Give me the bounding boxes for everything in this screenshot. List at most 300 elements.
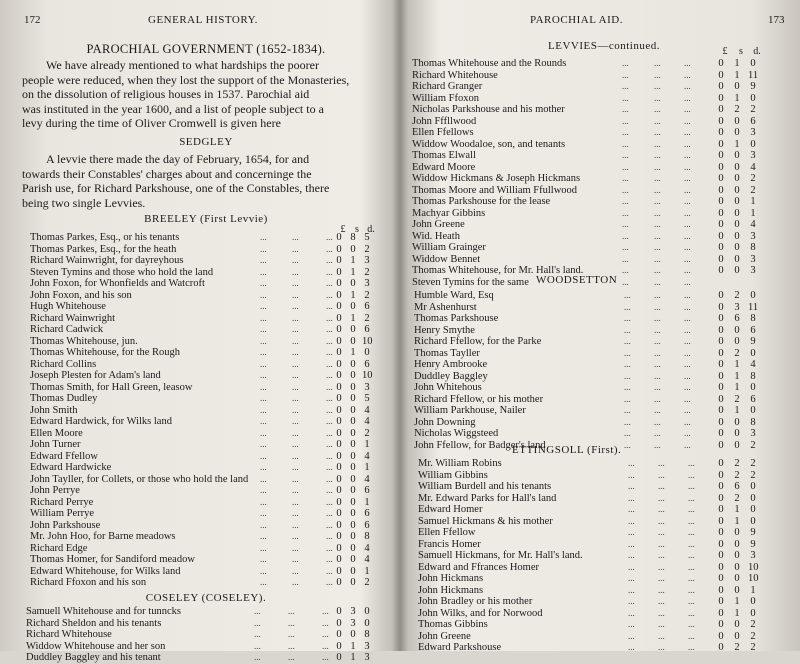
pence-value: 2 — [750, 642, 756, 653]
leader-dots: ... — [658, 550, 665, 560]
leader-dots: ... — [684, 428, 691, 438]
shillings-value: 2 — [734, 347, 740, 359]
sedgley-line: towards their Constables' charges about and concerninge the — [22, 166, 312, 181]
leader-dots: ... — [654, 276, 661, 287]
leader-dots: ... — [326, 473, 333, 484]
pounds-column-header: £ — [340, 224, 346, 235]
leader-dots: ... — [684, 58, 691, 68]
shillings-value: 1 — [734, 92, 740, 104]
leader-dots: ... — [654, 359, 661, 369]
leader-dots: ... — [322, 629, 329, 639]
payer-name: Edward and Ffrances Homer — [418, 561, 539, 573]
levy-row — [412, 162, 792, 174]
levy-row — [412, 139, 792, 151]
leader-dots: ... — [260, 554, 267, 564]
shillings-value: 0 — [734, 184, 740, 196]
leader-dots: ... — [326, 439, 333, 449]
levy-row — [30, 428, 392, 440]
payer-name: Edward Hardwick, for Wilks land — [30, 416, 172, 427]
pounds-value: 0 — [336, 381, 342, 393]
payer-name: Richard Whitehouse — [412, 69, 498, 81]
leader-dots: ... — [654, 207, 661, 218]
pounds-value: 0 — [336, 358, 342, 370]
leader-dots: ... — [326, 404, 333, 415]
pence-value: 0 — [750, 481, 756, 492]
leader-dots: ... — [654, 138, 661, 149]
pence-value: 9 — [750, 538, 756, 550]
payer-name: Richard Sheldon and his tenants — [26, 617, 162, 629]
intro-line: on the dissolution of religious houses in 1537. Parochial aid — [22, 87, 310, 102]
pounds-value: 0 — [718, 150, 724, 161]
leader-dots: ... — [684, 242, 691, 252]
pounds-value: 0 — [718, 196, 724, 207]
payer-name: Widdow Hickmans & Joseph Hickmans — [412, 173, 581, 184]
leader-dots: ... — [688, 596, 695, 606]
payer-name: Nicholas Parkshouse and his mother — [412, 104, 565, 115]
pence-value: 1 — [750, 584, 756, 596]
leader-dots: ... — [622, 81, 629, 91]
payer-name: Richard Granger — [412, 81, 483, 92]
pence-value: 2 — [750, 469, 756, 481]
shillings-value: 0 — [350, 629, 356, 640]
levy-row — [30, 405, 392, 417]
pence-value: 5 — [364, 393, 370, 404]
leader-dots: ... — [326, 370, 333, 380]
payer-name: Richard Collins — [30, 358, 97, 370]
shillings-value: 0 — [734, 196, 740, 207]
levy-row — [418, 527, 792, 539]
leader-dots: ... — [260, 577, 267, 587]
pounds-value: 0 — [718, 607, 724, 619]
pence-value: 10 — [748, 573, 759, 584]
leader-dots: ... — [292, 473, 299, 484]
leader-dots: ... — [654, 150, 661, 160]
payer-name: Richard Wainwright, for dayreyhous — [30, 255, 184, 266]
bradley-levy-list — [30, 232, 392, 589]
book-gutter — [392, 0, 408, 651]
leader-dots: ... — [624, 405, 631, 415]
leader-dots: ... — [654, 242, 661, 252]
payer-name: Mr Ashenhurst — [414, 301, 477, 313]
pounds-value: 0 — [336, 542, 342, 554]
pounds-value: 0 — [336, 554, 342, 565]
shillings-value: 0 — [734, 584, 740, 596]
pence-value: 4 — [750, 219, 756, 230]
pounds-value: 0 — [718, 219, 724, 230]
pounds-value: 0 — [336, 531, 342, 542]
shillings-column-header: s — [739, 46, 743, 57]
shillings-value: 0 — [350, 243, 356, 255]
leader-dots: ... — [658, 584, 665, 595]
shillings-value: 0 — [734, 161, 740, 173]
leader-dots: ... — [654, 92, 661, 103]
leader-dots: ... — [684, 173, 691, 183]
payer-name: Widdow Whitehouse and her son — [26, 640, 166, 652]
leader-dots: ... — [688, 642, 695, 652]
shillings-value: 0 — [734, 336, 740, 347]
pounds-value: 0 — [336, 301, 342, 312]
pence-value: 2 — [750, 173, 756, 184]
pence-value: 2 — [750, 439, 756, 451]
leader-dots: ... — [260, 565, 267, 576]
levy-row — [30, 554, 392, 566]
payer-name: Richard Wainwright — [30, 312, 115, 324]
levy-row — [414, 290, 792, 302]
levy-row — [412, 231, 792, 243]
levy-row — [30, 531, 392, 543]
payer-name: Thomas Gibbins — [418, 619, 488, 630]
leader-dots: ... — [622, 92, 629, 103]
pence-value: 4 — [750, 359, 756, 370]
levy-row — [26, 606, 392, 618]
pence-value: 1 — [750, 196, 756, 207]
pence-value: 8 — [364, 531, 370, 542]
leader-dots: ... — [654, 324, 661, 335]
pounds-column-header: £ — [722, 46, 728, 57]
pence-value: 6 — [364, 324, 370, 335]
payer-name: Henry Ambrooke — [414, 359, 488, 370]
pence-value: 6 — [364, 508, 370, 519]
shillings-value: 1 — [350, 347, 356, 358]
leader-dots: ... — [622, 58, 629, 68]
levy-row — [412, 116, 792, 128]
leader-dots: ... — [654, 428, 661, 438]
levy-row — [30, 290, 392, 302]
payer-name: Samuell Hickmans, for Mr. Hall's land. — [418, 550, 583, 561]
pounds-value: 0 — [718, 458, 724, 469]
leader-dots: ... — [254, 606, 261, 616]
leader-dots: ... — [684, 313, 691, 323]
pounds-value: 0 — [336, 519, 342, 531]
leader-dots: ... — [654, 196, 661, 206]
pounds-value: 0 — [718, 127, 724, 138]
shillings-value: 1 — [734, 58, 740, 69]
levy-row — [412, 242, 792, 254]
leader-dots: ... — [684, 359, 691, 369]
levy-row — [418, 585, 792, 597]
levy-row — [30, 347, 392, 359]
pounds-value: 0 — [718, 439, 724, 451]
levy-row — [30, 267, 392, 279]
pounds-value: 0 — [718, 550, 724, 561]
payer-name: John Parkshouse — [30, 519, 101, 531]
shillings-value: 1 — [734, 69, 740, 81]
payer-name: John Whitehous — [414, 382, 482, 393]
pounds-value: 0 — [336, 393, 342, 404]
leader-dots: ... — [326, 577, 333, 587]
levy-row — [30, 520, 392, 532]
leader-dots: ... — [684, 393, 691, 404]
shillings-value: 0 — [734, 150, 740, 161]
shillings-value: 0 — [734, 550, 740, 561]
pounds-value: 0 — [718, 324, 724, 336]
pounds-value: 0 — [336, 606, 342, 617]
leader-dots: ... — [326, 393, 333, 403]
pounds-value: 0 — [718, 428, 724, 439]
leader-dots: ... — [292, 439, 299, 449]
pence-value: 1 — [364, 565, 370, 577]
pence-value: 0 — [750, 492, 756, 504]
pence-value: 3 — [750, 150, 756, 161]
leader-dots: ... — [260, 289, 267, 300]
levy-row — [414, 302, 792, 314]
shillings-value: 0 — [350, 324, 356, 335]
pence-value: 8 — [750, 416, 756, 428]
levy-row — [414, 359, 792, 371]
leader-dots: ... — [684, 416, 691, 427]
leader-dots: ... — [292, 301, 299, 311]
pounds-value: 0 — [336, 335, 342, 347]
leader-dots: ... — [260, 485, 267, 495]
levy-row — [414, 325, 792, 337]
pounds-value: 0 — [718, 469, 724, 481]
levy-row — [418, 516, 792, 528]
shillings-value: 0 — [734, 115, 740, 127]
pence-value: 0 — [750, 607, 756, 619]
payer-name: Mr. Edward Parks for Hall's land — [418, 492, 557, 504]
leader-dots: ... — [654, 336, 661, 346]
leader-dots: ... — [326, 266, 333, 277]
leader-dots: ... — [292, 565, 299, 576]
leader-dots: ... — [624, 324, 631, 335]
pence-value: 2 — [364, 312, 370, 324]
shillings-value: 1 — [734, 370, 740, 382]
shillings-value: 0 — [734, 81, 740, 92]
leader-dots: ... — [288, 640, 295, 651]
leader-dots: ... — [658, 492, 665, 503]
payer-name: Thomas Parkshouse — [414, 313, 499, 324]
leader-dots: ... — [688, 573, 695, 583]
leader-dots: ... — [654, 230, 661, 241]
payer-name: John Tayller, for Collets, or those who hold the land — [30, 473, 249, 485]
levy-row — [412, 70, 792, 82]
leader-dots: ... — [622, 127, 629, 137]
pence-value: 10 — [748, 561, 759, 573]
leader-dots: ... — [684, 161, 691, 172]
pounds-value: 0 — [718, 481, 724, 492]
leader-dots: ... — [654, 405, 661, 415]
leader-dots: ... — [654, 184, 661, 195]
leader-dots: ... — [292, 289, 299, 300]
shillings-value: 0 — [734, 573, 740, 584]
leader-dots: ... — [654, 253, 661, 264]
leader-dots: ... — [260, 324, 267, 334]
levy-row — [30, 301, 392, 313]
right-running-head: PAROCHIAL AID. — [530, 14, 623, 26]
shillings-value: 0 — [734, 242, 740, 253]
leader-dots: ... — [654, 393, 661, 404]
pounds-value: 0 — [336, 404, 342, 416]
levy-row — [30, 232, 392, 244]
shillings-value: 0 — [734, 630, 740, 642]
payer-name: Thomas Parkes, Esq., for the heath — [30, 243, 177, 255]
pence-value: 0 — [750, 92, 756, 104]
levy-row — [414, 313, 792, 325]
payer-name: Steven Tymins and those who hold the land — [30, 266, 214, 278]
leader-dots: ... — [628, 469, 635, 480]
pounds-value: 0 — [336, 243, 342, 255]
leader-dots: ... — [654, 173, 661, 183]
levy-row — [414, 417, 792, 429]
pounds-value: 0 — [718, 527, 724, 538]
leader-dots: ... — [292, 381, 299, 392]
leader-dots: ... — [654, 347, 661, 358]
bradley-heading: BREELEY (First Levvie) — [144, 213, 268, 225]
pounds-value: 0 — [718, 336, 724, 347]
shillings-value: 0 — [734, 230, 740, 242]
shillings-value: 1 — [350, 289, 356, 301]
leader-dots: ... — [288, 629, 295, 639]
leader-dots: ... — [292, 531, 299, 541]
leader-dots: ... — [292, 577, 299, 587]
pounds-value: 0 — [718, 573, 724, 584]
leader-dots: ... — [658, 573, 665, 583]
pence-value: 8 — [750, 313, 756, 324]
shillings-value: 0 — [350, 393, 356, 404]
leader-dots: ... — [628, 561, 635, 572]
leader-dots: ... — [326, 381, 333, 392]
leader-dots: ... — [684, 127, 691, 137]
shillings-value: 0 — [350, 519, 356, 531]
pounds-value: 0 — [336, 617, 342, 629]
leader-dots: ... — [684, 219, 691, 229]
leader-dots: ... — [654, 115, 661, 126]
pounds-value: 0 — [718, 92, 724, 104]
leader-dots: ... — [260, 450, 267, 461]
payer-name: Mr. John Hoo, for Barne meadows — [30, 531, 176, 542]
shillings-value: 0 — [734, 173, 740, 184]
leader-dots: ... — [654, 382, 661, 392]
leader-dots: ... — [254, 640, 261, 651]
levy-row — [30, 416, 392, 428]
payer-name: Duddley Baggley and his tenant — [26, 652, 161, 663]
payer-name: Thomas Whitehouse, for the Rough — [30, 347, 180, 358]
shillings-value: 0 — [350, 370, 356, 381]
leader-dots: ... — [688, 469, 695, 480]
payer-name: John Foxon, and his son — [30, 289, 132, 301]
levy-row — [412, 196, 792, 208]
leader-dots: ... — [260, 473, 267, 484]
leader-dots: ... — [654, 69, 661, 80]
payer-name: Humble Ward, Esq — [414, 290, 494, 301]
levy-row — [414, 371, 792, 383]
pence-value: 6 — [364, 358, 370, 370]
leader-dots: ... — [260, 462, 267, 472]
leader-dots: ... — [326, 243, 333, 254]
leader-dots: ... — [654, 104, 661, 114]
leader-dots: ... — [326, 462, 333, 472]
payer-name: Thomas Smith, for Hall Green, leasow — [30, 381, 193, 393]
payer-name: Wid. Heath — [412, 230, 460, 242]
ettingsoll-heading: ETTINGSOLL (First). — [512, 444, 622, 456]
pence-value: 6 — [364, 301, 370, 312]
pence-value: 0 — [364, 606, 370, 617]
leader-dots: ... — [658, 607, 665, 618]
leader-dots: ... — [292, 416, 299, 426]
shillings-value: 1 — [734, 596, 740, 607]
leader-dots: ... — [260, 347, 267, 357]
leader-dots: ... — [628, 642, 635, 652]
leader-dots: ... — [628, 550, 635, 560]
payer-name: Ellen Ffellows — [412, 127, 474, 138]
payer-name: Edward Parkshouse — [418, 642, 502, 653]
pounds-value: 0 — [718, 642, 724, 653]
leader-dots: ... — [622, 276, 629, 287]
leader-dots: ... — [688, 481, 695, 491]
pence-value: 6 — [750, 115, 756, 127]
pounds-value: 0 — [336, 416, 342, 427]
ettingsoll-list — [418, 458, 792, 654]
shillings-value: 0 — [350, 554, 356, 565]
shillings-value: 0 — [734, 619, 740, 630]
payer-name: Thomas Whitehouse, for Mr. Hall's land. — [412, 265, 584, 276]
pounds-value: 0 — [718, 242, 724, 253]
payer-name: Thomas Parkes, Esq., or his tenants — [30, 232, 180, 243]
leader-dots: ... — [292, 243, 299, 254]
leader-dots: ... — [292, 266, 299, 277]
leader-dots: ... — [684, 301, 691, 312]
leader-dots: ... — [326, 358, 333, 369]
leader-dots: ... — [322, 652, 329, 662]
leader-dots: ... — [684, 81, 691, 91]
leader-dots: ... — [628, 515, 635, 526]
leader-dots: ... — [624, 382, 631, 392]
leader-dots: ... — [622, 69, 629, 80]
levy-row — [418, 642, 792, 654]
leader-dots: ... — [292, 358, 299, 369]
payer-name: Duddley Baggley — [414, 370, 488, 382]
leader-dots: ... — [684, 290, 691, 300]
levy-row — [418, 481, 792, 493]
shillings-value: 0 — [350, 404, 356, 416]
payer-name: William Gibbins — [418, 469, 488, 481]
leader-dots: ... — [326, 427, 333, 438]
payer-name: Nicholas Wiggsteed — [414, 428, 499, 439]
levvies-list — [412, 58, 792, 288]
shillings-value: 3 — [350, 617, 356, 629]
left-running-head: GENERAL HISTORY. — [148, 14, 258, 26]
leader-dots: ... — [684, 405, 691, 415]
leader-dots: ... — [260, 393, 267, 403]
shillings-value: 0 — [350, 565, 356, 577]
leader-dots: ... — [628, 527, 635, 537]
leader-dots: ... — [260, 404, 267, 415]
pence-value: 6 — [750, 393, 756, 405]
leader-dots: ... — [622, 207, 629, 218]
pence-value: 1 — [364, 439, 370, 450]
leader-dots: ... — [326, 531, 333, 541]
levy-row — [412, 93, 792, 105]
leader-dots: ... — [254, 629, 261, 639]
levy-row — [412, 104, 792, 116]
pounds-value: 0 — [336, 462, 342, 473]
pounds-value: 0 — [718, 538, 724, 550]
leader-dots: ... — [260, 542, 267, 553]
leader-dots: ... — [688, 584, 695, 595]
leader-dots: ... — [326, 255, 333, 265]
leader-dots: ... — [688, 538, 695, 549]
pounds-value: 0 — [336, 450, 342, 462]
levy-row — [418, 458, 792, 470]
leader-dots: ... — [654, 439, 661, 450]
pence-value: 2 — [364, 243, 370, 255]
levy-row — [30, 370, 392, 382]
leader-dots: ... — [292, 485, 299, 495]
payer-name: Joseph Plesten for Adam's land — [30, 370, 161, 381]
levy-row — [418, 573, 792, 585]
leader-dots: ... — [622, 242, 629, 252]
shillings-value: 2 — [734, 469, 740, 481]
